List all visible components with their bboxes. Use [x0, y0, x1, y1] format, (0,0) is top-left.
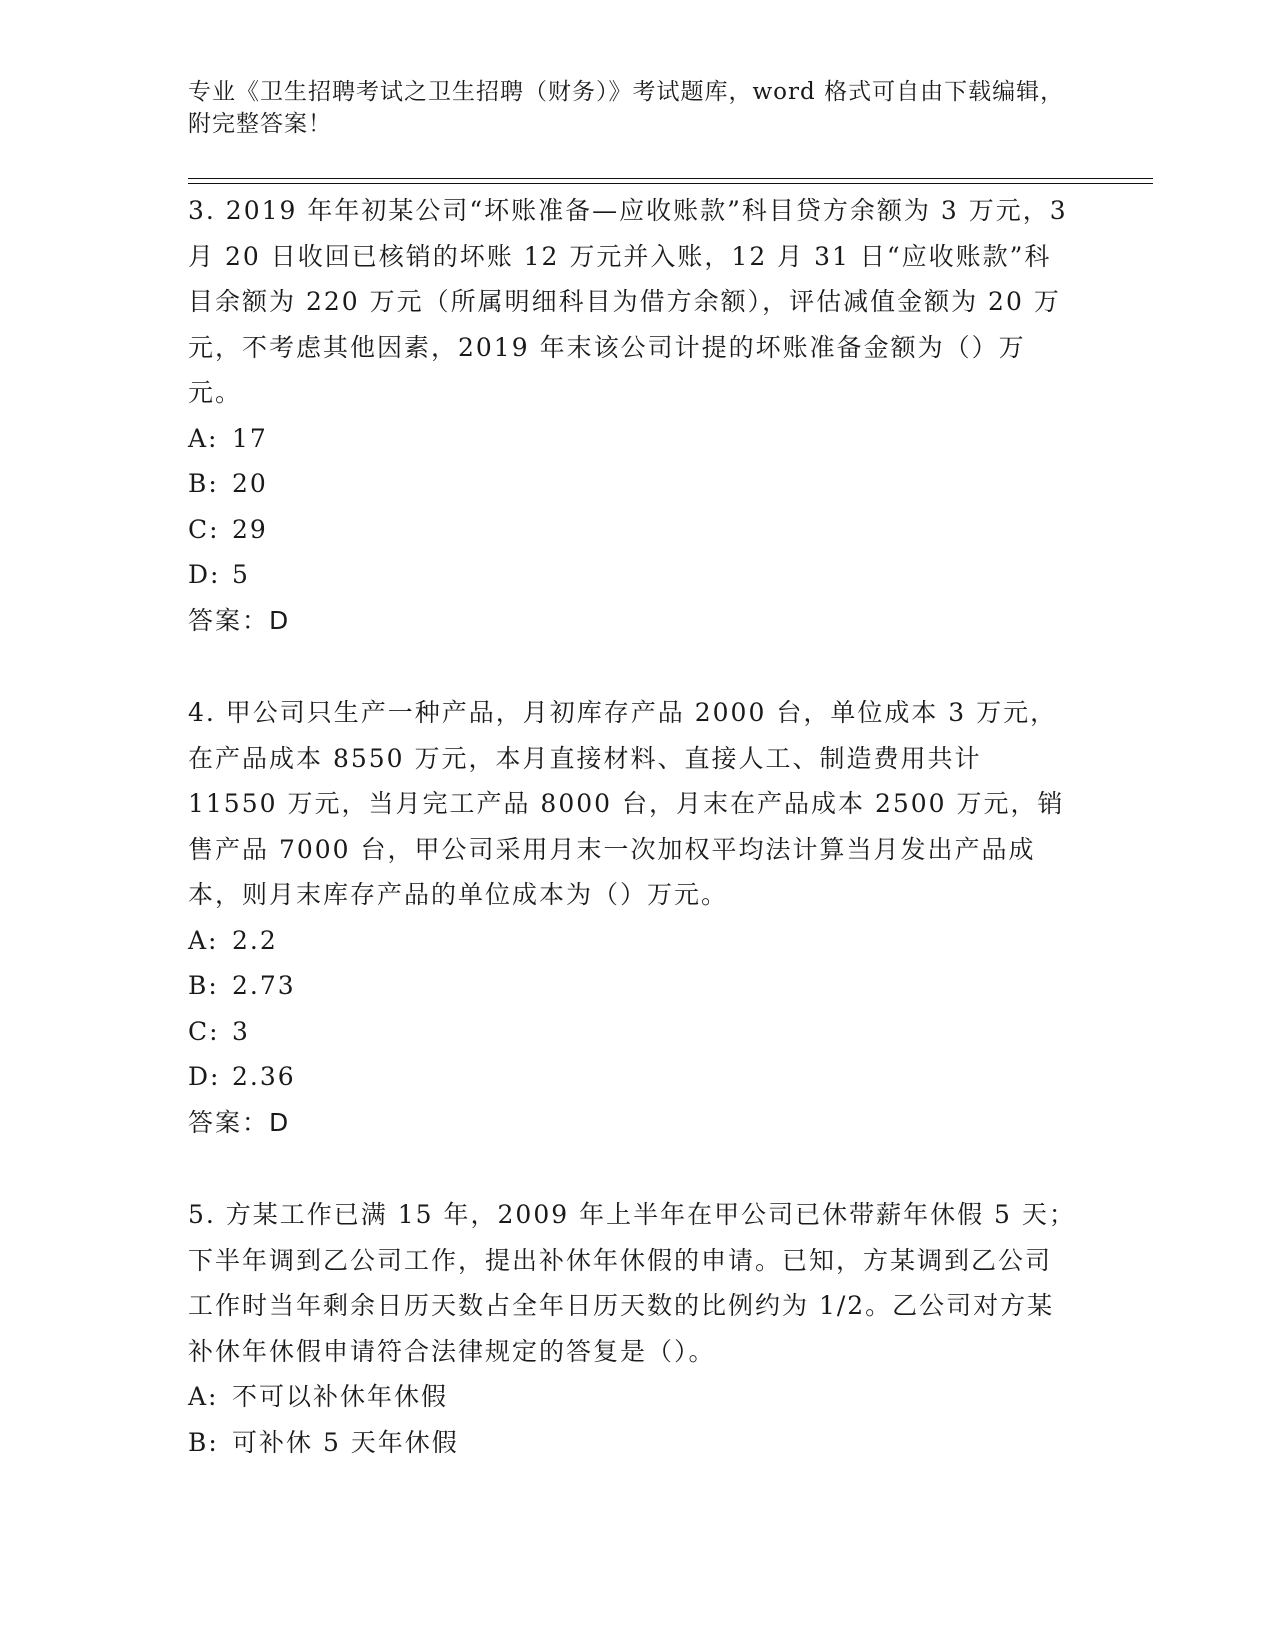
option-key: C: — [188, 514, 220, 544]
option-d — [188, 552, 1078, 598]
option-value: 2.73 — [232, 971, 296, 1000]
option-b — [188, 461, 1078, 507]
option-value: 3 — [232, 1016, 250, 1046]
header-divider-bottom — [188, 183, 1153, 184]
question-item — [188, 1192, 1078, 1465]
option-value: 29 — [232, 514, 268, 544]
question-text: 5. 方某工作已满 15 年，2009 年上半年在甲公司已休带薪年休假 5 天；下半年调到乙公司工作，提出补休年休假的申请。已知，方某调到乙公司工作时当年剩余日历天数占全年日历天数的比例约为 1/2。乙公司对方某补休年休假申请符合法律规定的答复是（）。 — [188, 1200, 1076, 1366]
answer: 答案：D — [188, 605, 291, 635]
option-value: 不可以补休年休假 — [232, 1382, 449, 1411]
option-b — [188, 1420, 1078, 1466]
option-c — [188, 1009, 1078, 1055]
question-item — [188, 188, 1078, 643]
option-value: 2.36 — [232, 1062, 296, 1091]
option-value: 2.2 — [232, 925, 278, 955]
option-b — [188, 963, 1078, 1009]
question-text: 4. 甲公司只生产一种产品，月初库存产品 2000 台，单位成本 3 万元，在产品成本 8550 万元，本月直接材料、直接人工、制造费用共计 11550 万元，当月完工产品 8000 台，月末在产品成本 2500 万元，销售产品 7000 台，甲公司采用月末一次加权平均法计算当月发出产品成本，则月末库存产品的单位成本为（）万元。 — [188, 698, 1065, 909]
option-key: A: — [188, 925, 219, 955]
option-value: 可补休 5 天年休假 — [232, 1427, 459, 1457]
option-value: 20 — [232, 469, 268, 498]
question-item — [188, 690, 1078, 1145]
option-key: A: — [188, 1382, 219, 1411]
document-header: 专业《卫生招聘考试之卫生招聘（财务）》考试题库，word 格式可自由下载编辑，附完整答案！ — [188, 79, 1065, 137]
option-key: B: — [188, 469, 219, 498]
option-value: 5 — [232, 560, 250, 589]
option-value: 17 — [232, 423, 268, 453]
answer: 答案：D — [188, 1107, 291, 1137]
question-text: 3. 2019 年年初某公司“坏账准备—应收账款”科目贷方余额为 3 万元，3 月 20 日收回已核销的坏账 12 万元并入账，12 月 31 日“应收账款”科目余额为 220 万元（所属明细科目为借方余额），评估减值金额为 20 万元，不考虑其他因素，2019 年末该公司计提的坏账准备金额为（）万元。 — [188, 196, 1068, 407]
option-a — [188, 416, 1078, 462]
option-d — [188, 1054, 1078, 1100]
option-key: B: — [188, 971, 219, 1000]
option-key: C: — [188, 1016, 220, 1046]
option-a — [188, 918, 1078, 964]
option-key: A: — [188, 423, 219, 453]
option-key: B: — [188, 1427, 219, 1457]
option-key: D: — [188, 1062, 221, 1091]
option-key: D: — [188, 560, 221, 589]
option-c — [188, 507, 1078, 553]
option-a — [188, 1374, 1078, 1420]
header-divider-top — [188, 178, 1153, 179]
